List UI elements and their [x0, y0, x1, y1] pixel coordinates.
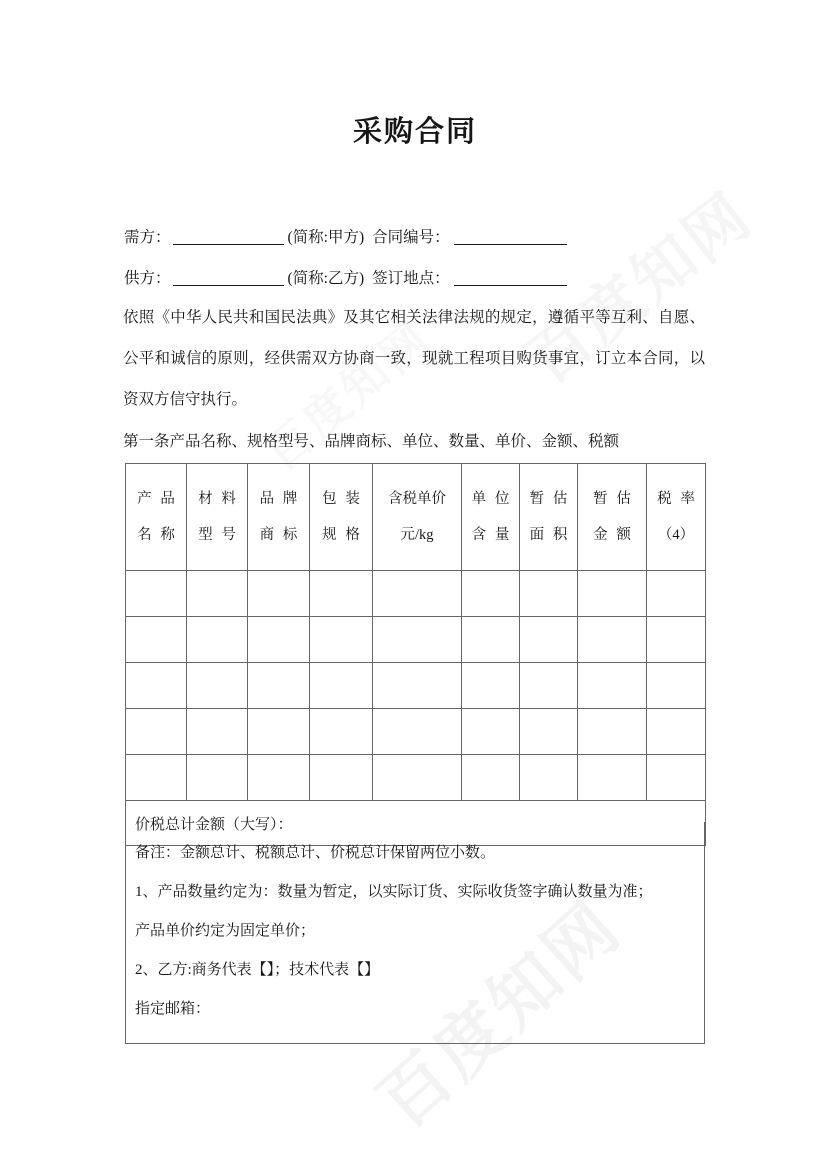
- table-cell[interactable]: [187, 709, 248, 755]
- table-cell[interactable]: [248, 755, 310, 801]
- col-header-line2: （4）: [657, 527, 695, 543]
- table-cell[interactable]: [647, 663, 706, 709]
- table-cell[interactable]: [520, 755, 578, 801]
- col-header-tax-rate: [647, 464, 706, 571]
- table-cell[interactable]: [578, 663, 647, 709]
- col-header-line1: 材料: [198, 491, 236, 507]
- table-cell[interactable]: [647, 571, 706, 617]
- table-cell[interactable]: [462, 663, 520, 709]
- contract-number-field[interactable]: [454, 227, 567, 245]
- table-cell[interactable]: [126, 755, 187, 801]
- col-header-line1: 单位: [471, 491, 510, 507]
- table-cell[interactable]: [578, 755, 647, 801]
- col-header-estimated-amount: [578, 464, 647, 571]
- col-header-line2: 含量: [471, 527, 510, 543]
- col-header-brand-trademark: [248, 464, 310, 571]
- table-cell[interactable]: [520, 571, 578, 617]
- table-cell[interactable]: [373, 755, 462, 801]
- recital-paragraph: 依照《中华人民共和国民法典》及其它相关法律法规的规定，遵循平等互利、自愿、公平和诚信的原则，经供需双方协商一致，现就工程项目购货事宜，订立本合同，以资双方信守执行。: [123, 309, 705, 408]
- note-remark: 备注：金额总计、税额总计、价税总计保留两位小数。: [135, 845, 496, 861]
- supply-party-alias: (简称:乙方): [287, 270, 365, 287]
- col-header-tax-inclusive-price: [373, 464, 462, 571]
- table-cell[interactable]: [310, 755, 373, 801]
- demand-party-line: [124, 226, 567, 250]
- col-header-line2: 名称: [137, 527, 175, 543]
- col-header-line2: 商标: [259, 527, 298, 543]
- table-row[interactable]: [126, 709, 706, 755]
- goods-table-header: [126, 464, 706, 571]
- page-title: 采购合同: [352, 116, 477, 148]
- table-cell[interactable]: [248, 663, 310, 709]
- col-header-package-spec: [310, 464, 373, 571]
- table-cell[interactable]: [126, 571, 187, 617]
- table-cell[interactable]: [248, 709, 310, 755]
- col-header-unit-content: [462, 464, 520, 571]
- table-cell[interactable]: [578, 617, 647, 663]
- table-cell[interactable]: [647, 755, 706, 801]
- demand-party-label: 需方：: [124, 229, 171, 246]
- table-cell[interactable]: [248, 571, 310, 617]
- notes-box: [125, 822, 705, 1044]
- table-cell[interactable]: [520, 617, 578, 663]
- table-cell[interactable]: [520, 663, 578, 709]
- supply-party-field[interactable]: [173, 268, 284, 286]
- table-cell[interactable]: [126, 617, 187, 663]
- table-cell[interactable]: [520, 709, 578, 755]
- col-header-line1: 品牌: [259, 491, 298, 507]
- note-representatives: 2、乙方:商务代表【】；技术代表【】: [135, 962, 380, 978]
- col-header-line2: 金额: [593, 527, 631, 543]
- table-cell[interactable]: [187, 617, 248, 663]
- col-header-estimated-area: [520, 464, 578, 571]
- table-cell[interactable]: [373, 571, 462, 617]
- col-header-line1: 包装: [322, 491, 360, 507]
- table-cell[interactable]: [647, 709, 706, 755]
- table-cell[interactable]: [373, 709, 462, 755]
- table-cell[interactable]: [647, 617, 706, 663]
- sign-place-field[interactable]: [454, 268, 567, 286]
- price-tax-total-label[interactable]: 价税总计金额（大写）：: [126, 801, 706, 846]
- contract-number-label: 合同编号：: [372, 229, 450, 246]
- table-cell[interactable]: [310, 663, 373, 709]
- table-cell[interactable]: [462, 571, 520, 617]
- table-row[interactable]: [126, 663, 706, 709]
- table-row[interactable]: [126, 755, 706, 801]
- table-header-row: [126, 464, 706, 571]
- col-header-product-name: [126, 464, 187, 571]
- col-header-line2: 元/kg: [400, 527, 434, 543]
- table-cell[interactable]: [310, 571, 373, 617]
- goods-table: [125, 463, 706, 846]
- table-cell[interactable]: [373, 617, 462, 663]
- col-header-line1: 税率: [657, 491, 695, 507]
- goods-table-body: [126, 571, 706, 846]
- note-quantity-term: 1、产品数量约定为：数量为暂定，以实际订货、实际收货签字确认数量为准；: [135, 884, 653, 900]
- table-cell[interactable]: [373, 663, 462, 709]
- table-cell[interactable]: [310, 617, 373, 663]
- table-cell[interactable]: [126, 663, 187, 709]
- table-cell[interactable]: [462, 709, 520, 755]
- table-cell[interactable]: [578, 571, 647, 617]
- table-cell[interactable]: [187, 663, 248, 709]
- col-header-line1: 暂估: [529, 491, 568, 507]
- table-row[interactable]: [126, 617, 706, 663]
- table-cell[interactable]: [248, 617, 310, 663]
- note-designated-email: 指定邮箱：: [135, 1001, 211, 1017]
- table-cell[interactable]: [578, 709, 647, 755]
- col-header-line2: 面积: [529, 527, 568, 543]
- col-header-line1: 暂估: [593, 491, 631, 507]
- table-cell[interactable]: [187, 755, 248, 801]
- demand-party-alias: (简称:甲方): [287, 229, 365, 246]
- col-header-material-model: [187, 464, 248, 571]
- demand-party-field[interactable]: [173, 227, 284, 245]
- sign-place-label: 签订地点：: [372, 270, 450, 287]
- table-cell[interactable]: [462, 755, 520, 801]
- clause-one-heading: 第一条产品名称、规格型号、品牌商标、单位、数量、单价、金额、税额: [123, 433, 620, 450]
- col-header-line2: 型号: [198, 527, 236, 543]
- col-header-line2: 规格: [322, 527, 360, 543]
- col-header-line1: 含税单价: [388, 491, 446, 507]
- table-row[interactable]: [126, 571, 706, 617]
- supply-party-line: [124, 267, 567, 291]
- table-cell[interactable]: [126, 709, 187, 755]
- note-price-term: 产品单价约定为固定单价；: [135, 923, 316, 939]
- supply-party-label: 供方：: [124, 270, 171, 287]
- table-cell[interactable]: [462, 617, 520, 663]
- col-header-line1: 产品: [137, 491, 175, 507]
- table-cell[interactable]: [187, 571, 248, 617]
- table-cell[interactable]: [310, 709, 373, 755]
